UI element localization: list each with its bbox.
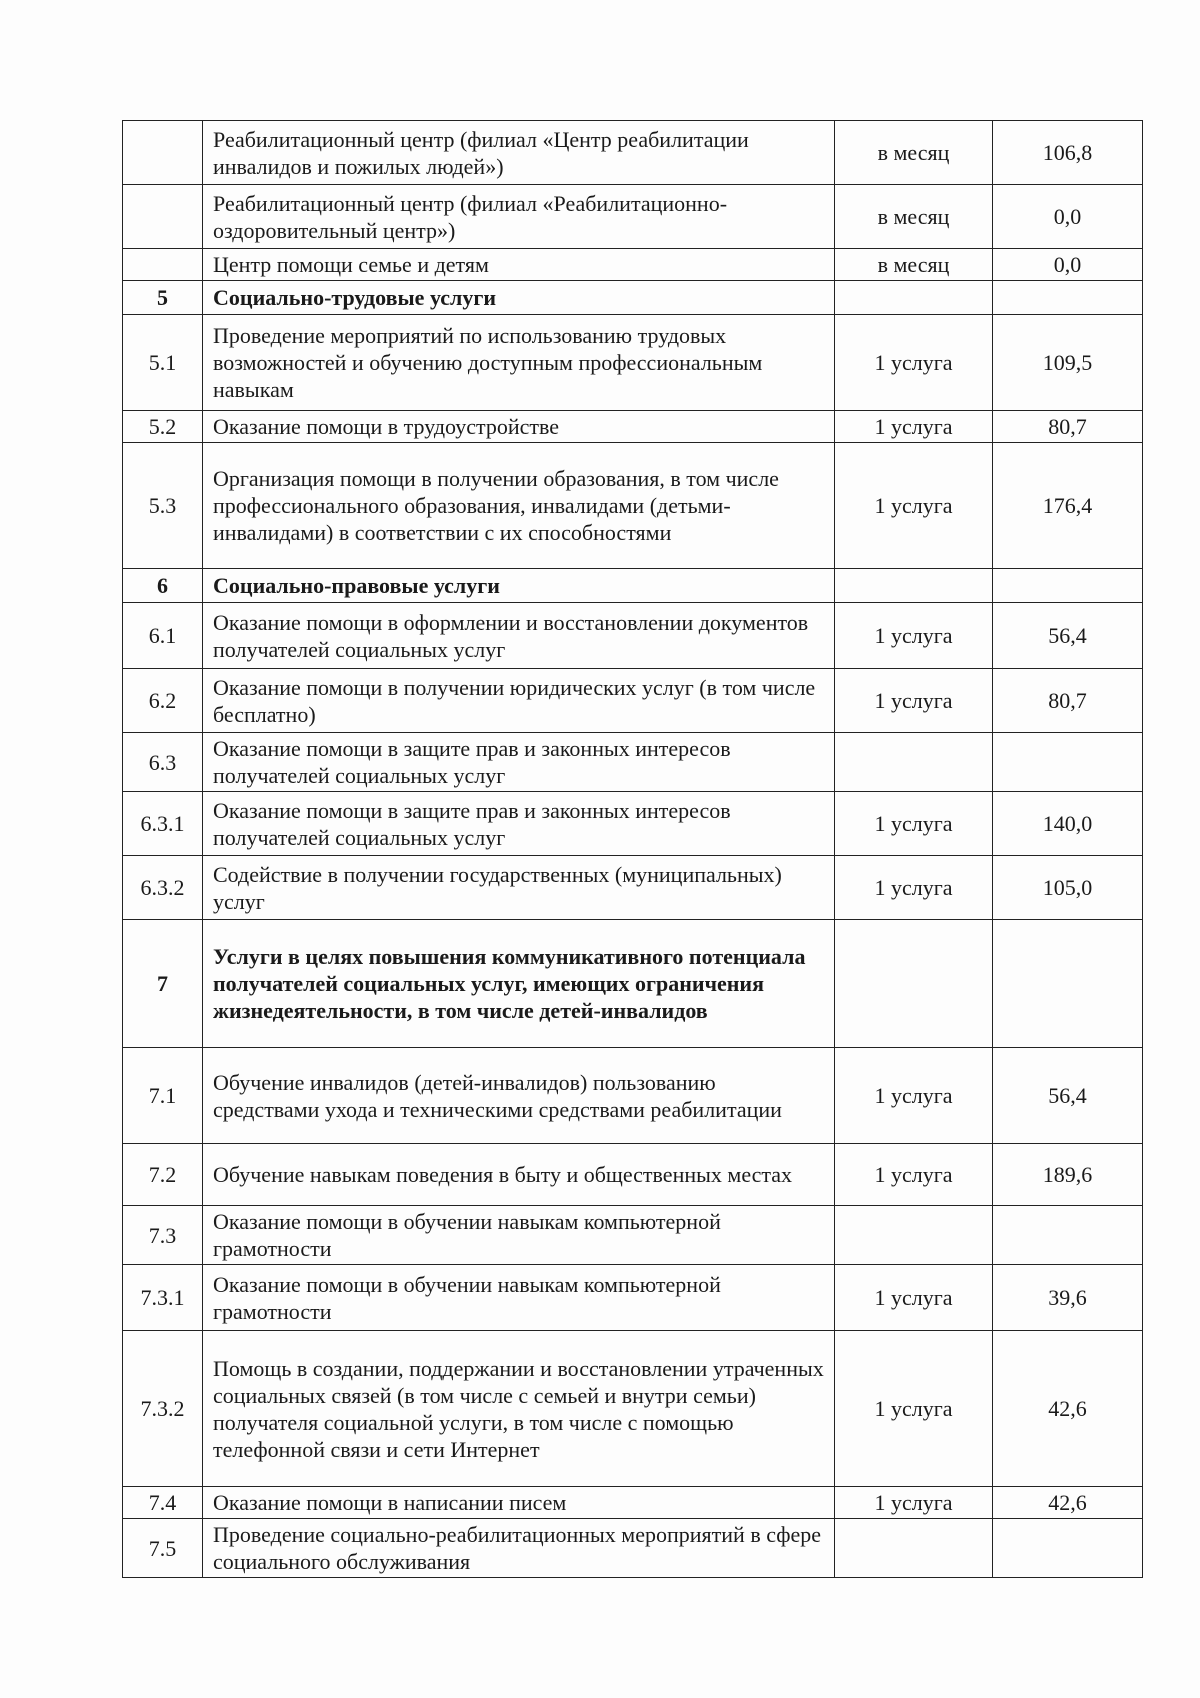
table-row xyxy=(123,733,1143,792)
service-name: Оказание помощи в защите прав и законных интересов получателей социальных услуг xyxy=(203,792,835,856)
unit-cell: 1 услуга xyxy=(835,1144,993,1206)
section-number: 6 xyxy=(123,569,203,603)
service-name: Реабилитационный центр (филиал «Центр реабилитации инвалидов и пожилых людей») xyxy=(203,121,835,185)
service-name: Оказание помощи в получении юридических услуг (в том числе бесплатно) xyxy=(203,669,835,733)
unit-cell: 1 услуга xyxy=(835,1487,993,1519)
service-name: Оказание помощи в написании писем xyxy=(203,1487,835,1519)
row-number: 7.3.2 xyxy=(123,1331,203,1487)
table-row xyxy=(123,185,1143,249)
unit-cell: в месяц xyxy=(835,185,993,249)
row-number: 5.1 xyxy=(123,315,203,411)
table-row xyxy=(123,315,1143,411)
table-row xyxy=(123,1487,1143,1519)
tariff-value: 0,0 xyxy=(993,185,1143,249)
unit-cell: 1 услуга xyxy=(835,603,993,669)
unit-cell: 1 услуга xyxy=(835,1265,993,1331)
tariff-value: 56,4 xyxy=(993,603,1143,669)
unit-cell: в месяц xyxy=(835,249,993,281)
unit-cell: 1 услуга xyxy=(835,411,993,443)
tariff-value: 105,0 xyxy=(993,856,1143,920)
row-number: 5.2 xyxy=(123,411,203,443)
service-name: Оказание помощи в обучении навыкам компьютерной грамотности xyxy=(203,1265,835,1331)
section-row xyxy=(123,281,1143,315)
service-name: Оказание помощи в оформлении и восстановлении документов получателей социальных услуг xyxy=(203,603,835,669)
row-number: 7.2 xyxy=(123,1144,203,1206)
tariff-value: 189,6 xyxy=(993,1144,1143,1206)
row-number xyxy=(123,249,203,281)
unit-cell: 1 услуга xyxy=(835,669,993,733)
unit-cell: в месяц xyxy=(835,121,993,185)
tariff-value xyxy=(993,1206,1143,1265)
tariff-value: 39,6 xyxy=(993,1265,1143,1331)
unit-cell: 1 услуга xyxy=(835,1331,993,1487)
table-row xyxy=(123,669,1143,733)
tariff-value xyxy=(993,1519,1143,1578)
tariff-value: 140,0 xyxy=(993,792,1143,856)
unit-cell xyxy=(835,1519,993,1578)
service-name: Оказание помощи в обучении навыкам компьютерной грамотности xyxy=(203,1206,835,1265)
row-number xyxy=(123,121,203,185)
section-number: 7 xyxy=(123,920,203,1048)
row-number xyxy=(123,185,203,249)
tariff-table xyxy=(122,120,1143,1578)
unit-cell xyxy=(835,1206,993,1265)
row-number: 6.3 xyxy=(123,733,203,792)
tariff-value: 42,6 xyxy=(993,1331,1143,1487)
service-name: Обучение навыкам поведения в быту и общественных местах xyxy=(203,1144,835,1206)
unit-cell: 1 услуга xyxy=(835,443,993,569)
row-number: 7.3.1 xyxy=(123,1265,203,1331)
tariff-value: 80,7 xyxy=(993,411,1143,443)
row-number: 6.3.1 xyxy=(123,792,203,856)
tariff-value: 42,6 xyxy=(993,1487,1143,1519)
table-row xyxy=(123,856,1143,920)
unit-cell: 1 услуга xyxy=(835,315,993,411)
service-name: Обучение инвалидов (детей-инвалидов) пользованию средствами ухода и техническими средствами реабилитации xyxy=(203,1048,835,1144)
table-row xyxy=(123,1206,1143,1265)
tariff-value: 0,0 xyxy=(993,249,1143,281)
service-name: Организация помощи в получении образования, в том числе профессионального образования, инвалидами (детьми-инвалидами) в соответствии с их способностями xyxy=(203,443,835,569)
table-row xyxy=(123,121,1143,185)
row-number: 7.4 xyxy=(123,1487,203,1519)
section-title: Социально-правовые услуги xyxy=(203,569,835,603)
tariff-value xyxy=(993,920,1143,1048)
unit-cell xyxy=(835,569,993,603)
row-number: 7.5 xyxy=(123,1519,203,1578)
service-name: Проведение социально-реабилитационных мероприятий в сфере социального обслуживания xyxy=(203,1519,835,1578)
table-row xyxy=(123,1048,1143,1144)
table-row xyxy=(123,1519,1143,1578)
unit-cell xyxy=(835,733,993,792)
section-title: Социально-трудовые услуги xyxy=(203,281,835,315)
tariff-value: 80,7 xyxy=(993,669,1143,733)
table-row xyxy=(123,249,1143,281)
row-number: 5.3 xyxy=(123,443,203,569)
service-name: Содействие в получении государственных (муниципальных) услуг xyxy=(203,856,835,920)
tariff-value: 106,8 xyxy=(993,121,1143,185)
service-name: Помощь в создании, поддержании и восстановлении утраченных социальных связей (в том числе с семьей и внутри семьи) получателя социальной услуги, в том числе с помощью телефонной связи и сети Интернет xyxy=(203,1331,835,1487)
tariff-value xyxy=(993,569,1143,603)
service-name: Проведение мероприятий по использованию трудовых возможностей и обучению доступным профессиональным навыкам xyxy=(203,315,835,411)
table-row xyxy=(123,603,1143,669)
section-number: 5 xyxy=(123,281,203,315)
tariff-value xyxy=(993,733,1143,792)
table-row xyxy=(123,411,1143,443)
table-row xyxy=(123,1331,1143,1487)
table-row xyxy=(123,1144,1143,1206)
tariff-value xyxy=(993,281,1143,315)
row-number: 6.3.2 xyxy=(123,856,203,920)
row-number: 6.2 xyxy=(123,669,203,733)
table-row xyxy=(123,1265,1143,1331)
tariff-value: 109,5 xyxy=(993,315,1143,411)
tariff-value: 176,4 xyxy=(993,443,1143,569)
unit-cell: 1 услуга xyxy=(835,1048,993,1144)
unit-cell: 1 услуга xyxy=(835,856,993,920)
service-name: Реабилитационный центр (филиал «Реабилитационно-оздоровительный центр») xyxy=(203,185,835,249)
section-title: Услуги в целях повышения коммуникативного потенциала получателей социальных услуг, имеющих ограничения жизнедеятельности, в том числе детей-инвалидов xyxy=(203,920,835,1048)
row-number: 7.1 xyxy=(123,1048,203,1144)
unit-cell xyxy=(835,281,993,315)
unit-cell xyxy=(835,920,993,1048)
row-number: 7.3 xyxy=(123,1206,203,1265)
section-row xyxy=(123,920,1143,1048)
section-row xyxy=(123,569,1143,603)
row-number: 6.1 xyxy=(123,603,203,669)
table-row xyxy=(123,443,1143,569)
table-row xyxy=(123,792,1143,856)
tariff-value: 56,4 xyxy=(993,1048,1143,1144)
service-name: Оказание помощи в трудоустройстве xyxy=(203,411,835,443)
service-name: Оказание помощи в защите прав и законных интересов получателей социальных услуг xyxy=(203,733,835,792)
service-name: Центр помощи семье и детям xyxy=(203,249,835,281)
unit-cell: 1 услуга xyxy=(835,792,993,856)
